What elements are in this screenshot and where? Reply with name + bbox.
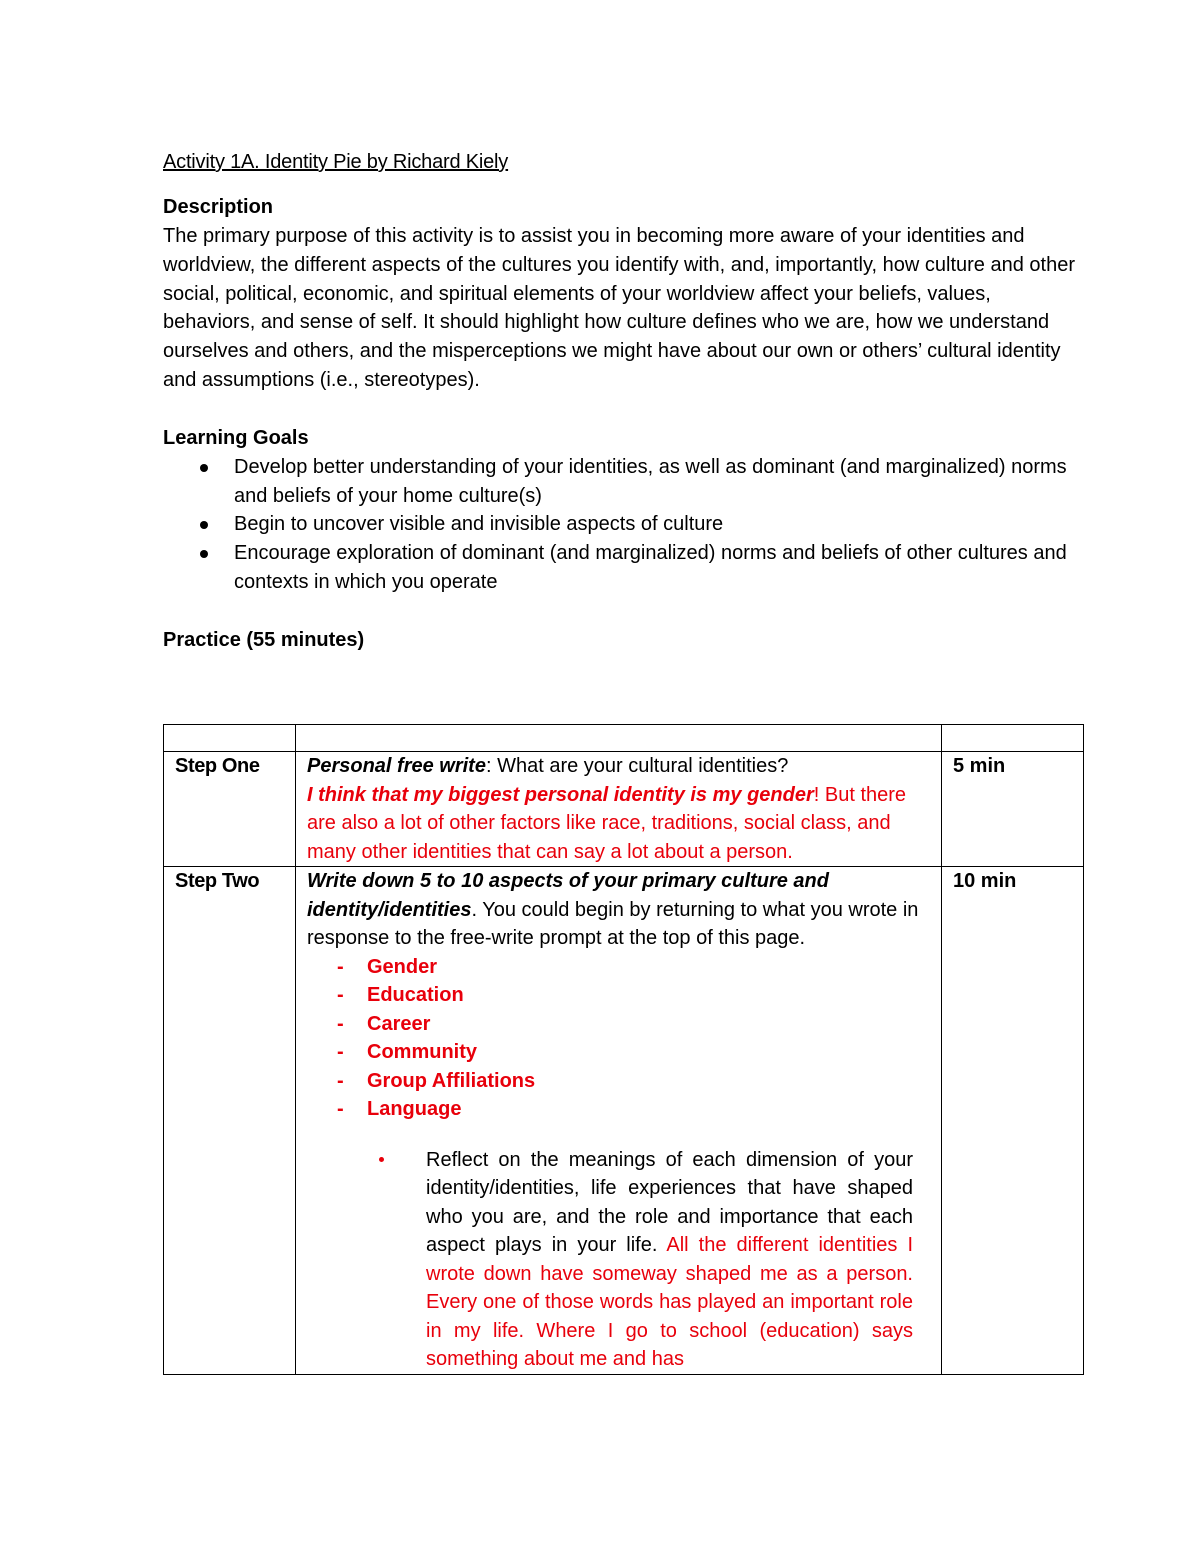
bullet-icon [379,1157,384,1162]
list-item [163,453,1083,511]
aspect-text: Group Affiliations [367,1069,536,1092]
aspect-text: Education [367,984,464,1006]
dash-icon: - [337,1069,344,1092]
list-item [337,1010,930,1039]
table-header-row [164,725,1084,752]
goal-text: Encourage exploration of dominant (and marginalized) norms and beliefs of other cultures and contexts in which you operate [234,542,1067,593]
list-item [337,1067,930,1096]
aspect-text: Language [367,1098,462,1120]
dash-icon: - [337,1041,344,1063]
dash-icon: - [337,1098,344,1120]
description-heading: Description [163,196,274,218]
goal-text: Begin to uncover visible and invisible aspects of culture [234,513,724,536]
list-item [163,510,1083,539]
bullet-icon [200,464,208,472]
table-cell [296,725,942,752]
table-row-step-one [164,752,1084,867]
practice-steps-table [163,724,1084,1375]
dash-icon: - [337,984,344,1006]
bullet-icon [200,550,208,558]
table-cell [164,725,296,752]
learning-goals-heading: Learning Goals [163,426,309,449]
prompt-text: : What are your cultural identities? [485,755,789,777]
document-title: Activity 1A. Identity Pie by Richard Kiely [163,151,509,173]
document-page [163,148,1083,1370]
description-text: The primary purpose of this activity is to assist you in becoming more aware of your identities and worldview, the different aspects of the cultures you identify with, and, importantly, how culture and other social, political, economic, and spiritual elements of your worldview affect your beliefs, values, behaviors, and sense of self. It should highlight how culture defines who we are, how we understand ourselves and others, and the misperceptions we might have about our own or others’ cultural identity and assumptions (i.e., stereotypes). [163,225,1075,391]
step-time: 5 min [942,752,1084,867]
goal-text: Develop better understanding of your identities, as well as dominant (and marginalized) norms and beliefs of your home culture(s) [234,455,1067,507]
practice-heading: Practice (55 minutes) [163,628,365,651]
list-item [337,981,930,1010]
prompt-label: Write down 5 to 10 aspects of your primary culture and identity/identities [307,870,829,921]
step-content [296,752,942,867]
aspect-text: Community [367,1041,477,1063]
prompt-label: Personal free write [307,755,486,777]
table-row-step-two [164,867,1084,1375]
step-label: Step Two [164,867,296,1375]
answer-text: ! But there are also a lot of other factors like race, traditions, social class, and many other identities that can say a lot about a person. [307,783,907,863]
list-item [337,1095,930,1124]
reflect-text: Reflect on the meanings of each dimension of your identity/identities, life experiences that have shaped who you are, and the role and importance that each aspect plays in your life. [426,1148,913,1256]
aspects-list [307,953,930,1124]
list-item [163,539,1083,597]
step-label: Step One [164,752,296,867]
table-cell [942,725,1084,752]
list-item [337,953,930,982]
answer-emphasis: I think that my biggest personal identity is my gender [307,783,814,806]
dash-icon: - [337,955,344,978]
aspect-text: Career [367,1012,431,1035]
bullet-icon [200,521,208,529]
list-item [337,1038,930,1067]
step-content [296,867,942,1375]
learning-goals-list [163,453,1083,597]
reflect-answer: All the different identities I wrote down have someway shaped me as a person. Every one of those words has played an important role in my life. Where I go to school (education) says something about me and has [426,1234,914,1370]
step-time: 10 min [942,867,1084,1375]
aspect-text: Gender [367,955,438,978]
dash-icon: - [337,1012,344,1035]
reflect-item [426,1146,913,1374]
prompt-text: . You could begin by returning to what you wrote in response to the free-write prompt at the top of this page. [307,898,919,949]
